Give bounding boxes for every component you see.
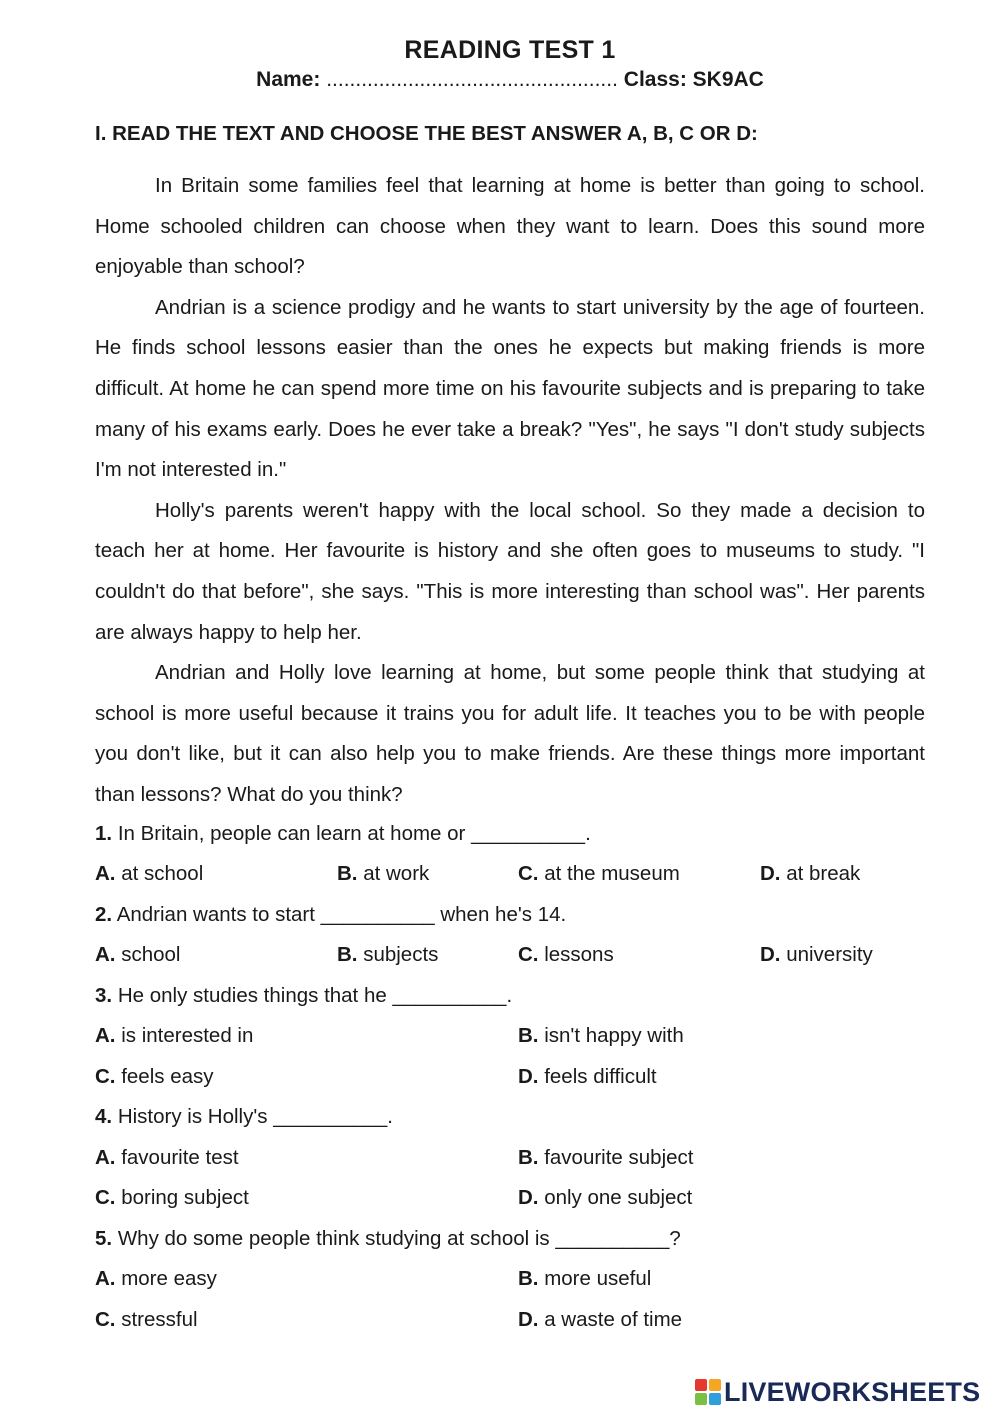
question-text: In Britain, people can learn at home or __________. <box>117 822 591 845</box>
option-text: feels difficult <box>544 1065 657 1088</box>
q5-option-c[interactable] <box>95 1308 198 1332</box>
q1-option-c[interactable] <box>518 862 680 886</box>
q2-option-b[interactable] <box>337 943 438 967</box>
q5-option-a[interactable] <box>95 1267 217 1291</box>
passage-paragraph-4: Andrian and Holly love learning at home, but some people think that studying at school is more useful because it trains you for adult life. It teaches you to be with people you don't like, but it can also help you to make friends. Are these things more important than lessons? What do you think? <box>95 661 925 806</box>
passage-paragraph-3: Holly's parents weren't happy with the local school. So they made a decision to teach her at home. Her favourite is history and she often goes to museums to study. "I couldn't do that before", she says. "This is more interesting than school was". Her parents are always happy to help her. <box>95 498 925 644</box>
option-text: more useful <box>544 1267 652 1290</box>
option-text: at the museum <box>544 862 680 885</box>
question-text: History is Holly's __________. <box>117 1105 393 1128</box>
question-4 <box>95 1105 393 1129</box>
option-text: only one subject <box>544 1186 693 1209</box>
option-letter: A. <box>95 1024 116 1047</box>
option-letter: C. <box>518 862 539 885</box>
q3-option-a[interactable] <box>95 1024 253 1048</box>
q1-option-b[interactable] <box>337 862 429 886</box>
q4-option-d[interactable] <box>518 1186 692 1210</box>
option-letter: B. <box>518 1267 539 1290</box>
liveworksheets-logo-icon <box>695 1379 721 1405</box>
option-text: school <box>121 943 181 966</box>
option-letter: A. <box>95 1146 116 1169</box>
question-text: Why do some people think studying at school is __________? <box>117 1227 681 1250</box>
option-text: more easy <box>121 1267 217 1290</box>
question-number: 4. <box>95 1105 113 1128</box>
q2-option-c[interactable] <box>518 943 614 967</box>
q2-option-a[interactable] <box>95 943 180 967</box>
q1-option-d[interactable] <box>760 862 860 886</box>
question-3 <box>95 984 512 1008</box>
option-letter: D. <box>518 1308 539 1331</box>
option-text: at work <box>363 862 430 885</box>
option-text: stressful <box>121 1308 198 1331</box>
q4-option-b[interactable] <box>518 1146 693 1170</box>
liveworksheets-logo-text: LIVEWORKSHEETS <box>724 1376 981 1407</box>
question-5 <box>95 1227 681 1251</box>
question-text: Andrian wants to start __________ when he's 14. <box>116 903 567 926</box>
q4-option-c[interactable] <box>95 1186 249 1210</box>
option-text: lessons <box>544 943 614 966</box>
passage-paragraph-1: In Britain some families feel that learning at home is better than going to school. Home schooled children can choose when they want to learn. Does this sound more enjoyable than school? <box>95 174 925 279</box>
section-title: I. READ THE TEXT AND CHOOSE THE BEST ANSWER A, B, C OR D: <box>95 122 758 145</box>
option-text: boring subject <box>121 1186 249 1209</box>
option-text: is interested in <box>121 1024 254 1047</box>
question-number: 1. <box>95 822 113 845</box>
option-text: favourite subject <box>544 1146 694 1169</box>
question-2 <box>95 903 566 927</box>
option-letter: B. <box>518 1146 539 1169</box>
option-letter: B. <box>337 943 358 966</box>
option-text: favourite test <box>121 1146 239 1169</box>
option-letter: D. <box>760 862 781 885</box>
option-letter: D. <box>760 943 781 966</box>
option-text: a waste of time <box>544 1308 683 1331</box>
question-number: 5. <box>95 1227 113 1250</box>
option-letter: A. <box>95 943 116 966</box>
q5-option-b[interactable] <box>518 1267 651 1291</box>
liveworksheets-logo <box>695 1375 980 1409</box>
question-number: 3. <box>95 984 113 1007</box>
page-title: READING TEST 1 <box>404 36 616 64</box>
q3-option-d[interactable] <box>518 1065 657 1089</box>
option-letter: C. <box>95 1308 116 1331</box>
option-letter: C. <box>518 943 539 966</box>
option-text: isn't happy with <box>544 1024 684 1047</box>
q3-option-c[interactable] <box>95 1065 214 1089</box>
q1-option-a[interactable] <box>95 862 203 886</box>
option-letter: C. <box>95 1065 116 1088</box>
reading-passage <box>95 166 925 816</box>
option-text: university <box>786 943 873 966</box>
option-text: at break <box>786 862 861 885</box>
name-blank[interactable]: .................................................. <box>326 68 618 91</box>
q5-option-d[interactable] <box>518 1308 682 1332</box>
option-text: subjects <box>363 943 439 966</box>
passage-paragraph-2: Andrian is a science prodigy and he wants to start university by the age of fourteen. He finds school lessons easier than the ones he expects but making friends is more difficult. At home he can spend more time on his favourite subjects and is preparing to take many of his exams early. Does he ever take a break? "Yes", he says "I don't study subjects I'm not interested in." <box>95 295 925 482</box>
option-text: at school <box>121 862 204 885</box>
option-letter: B. <box>337 862 358 885</box>
option-letter: D. <box>518 1065 539 1088</box>
question-text: He only studies things that he __________. <box>117 984 513 1007</box>
option-letter: C. <box>95 1186 116 1209</box>
option-letter: D. <box>518 1186 539 1209</box>
option-letter: B. <box>518 1024 539 1047</box>
option-letter: A. <box>95 862 116 885</box>
class-label: Class: SK9AC <box>623 68 764 91</box>
name-class-line <box>0 68 1000 92</box>
q3-option-b[interactable] <box>518 1024 684 1048</box>
name-label: Name: <box>256 68 321 91</box>
option-text: feels easy <box>121 1065 214 1088</box>
question-number: 2. <box>95 903 113 926</box>
question-1 <box>95 822 591 846</box>
q2-option-d[interactable] <box>760 943 873 967</box>
option-letter: A. <box>95 1267 116 1290</box>
q4-option-a[interactable] <box>95 1146 239 1170</box>
